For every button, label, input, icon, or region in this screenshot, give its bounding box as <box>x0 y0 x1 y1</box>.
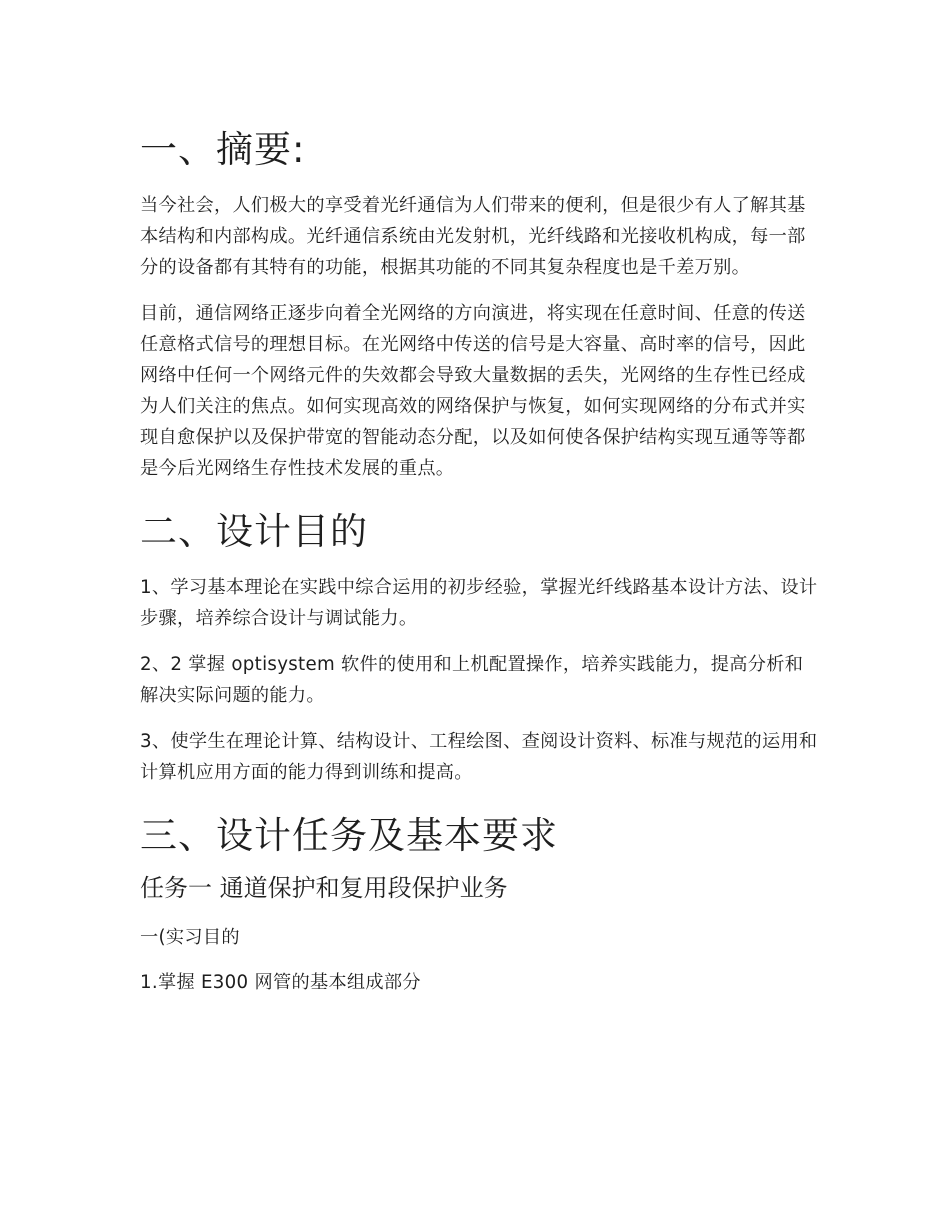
practice-item-1: 1.掌握 E300 网管的基本组成部分 <box>140 972 421 993</box>
section-heading-abstract: 一、摘要: <box>140 128 306 171</box>
abstract-paragraph-2: 目前，通信网络正逐步向着全光网络的方向演进，将实现在任意时间、任意的传送任意格式信号的理想目标。在光网络中传送的信号是大容量、高时率的信号，因此网络中任何一个网络元件的失效都会导致大量数据的丢失，光网络的生存性已经成为人们关注的焦点。如何实现高效的网络保护与恢复，如何实现网络的分布式并实现自愈保护以及保护带宽的智能动态分配，以及如何使各保护结构实现互通等等都是今后光网络生存性技术发展的重点。 <box>140 303 806 479</box>
document-body <box>140 124 820 1012</box>
purpose-item-1: 1、学习基本理论在实践中综合运用的初步经验，掌握光纤线路基本设计方法、设计步骤，培养综合设计与调试能力。 <box>140 577 818 629</box>
section-heading-design-purpose: 二、设计目的 <box>140 510 368 553</box>
practice-purpose-heading: 一(实习目的 <box>140 927 240 948</box>
section-heading-design-tasks: 三、设计任务及基本要求 <box>140 814 558 857</box>
purpose-item-3: 3、使学生在理论计算、结构设计、工程绘图、查阅设计资料、标准与规范的运用和计算机应用方面的能力得到训练和提高。 <box>140 731 818 783</box>
task-one-title: 任务一 通道保护和复用段保护业务 <box>140 874 508 902</box>
abstract-paragraph-1: 当今社会，人们极大的享受着光纤通信为人们带来的便利，但是很少有人了解其基本结构和内部构成。光纤通信系统由光发射机，光纤线路和光接收机构成，每一部分的设备都有其特有的功能，根据其功能的不同其复杂程度也是千差万别。 <box>140 195 806 278</box>
purpose-item-2: 2、2 掌握 optisystem 软件的使用和上机配置操作，培养实践能力，提高分析和解决实际问题的能力。 <box>140 654 804 706</box>
